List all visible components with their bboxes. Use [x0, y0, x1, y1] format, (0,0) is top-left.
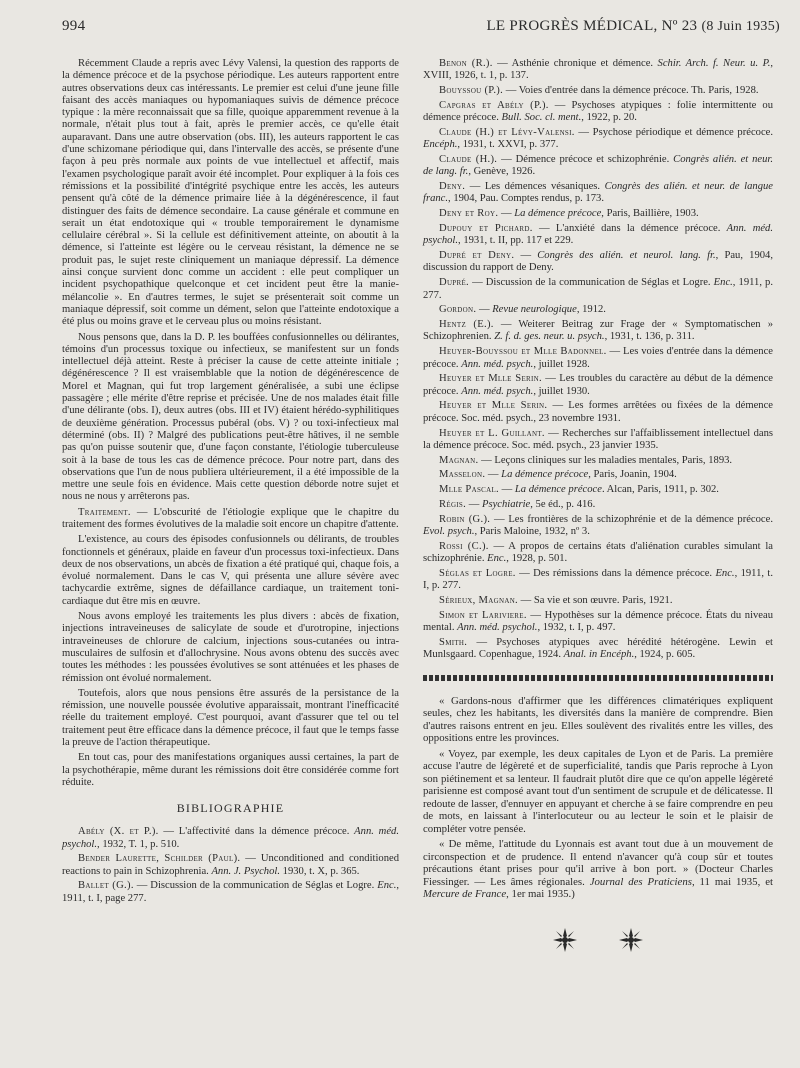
bib-entry: Heuyer et Mlle Serin. — Les formes arrêtées ou fixées de la démence précoce. Soc. méd. psych., 23 novembre 1931. [423, 400, 773, 424]
bib-entry: Ballet (G.). — Discussion de la communication de Séglas et Logre. Enc., 1911, t. I, page 277. [62, 880, 399, 904]
bib-entry: Abély (X. et P.). — L'affectivité dans la démence précoce. Ann. méd. psychol., 1932, T. 1, p. 510. [62, 826, 399, 850]
bib-entry: Dupré. — Discussion de la communication de Séglas et Logre. Enc., 1911, p. 277. [423, 277, 773, 301]
bib-entry: Rossi (C.). — A propos de certains états d'aliénation curables simulant la schizophrénie. Enc., 1928, p. 501. [423, 540, 773, 565]
bib-entry: Claude (H.). — Démence précoce et schizophrénie. Congrès alién. et neur. de lang. fr., Genève, 1926. [423, 154, 773, 178]
bib-entry: Simon et Lariviere. — Hypothèses sur la démence précoce. États du niveau mental. Ann. méd. psychol., 1932, t. I, p. 497. [423, 609, 774, 634]
page-number: 994 [62, 18, 86, 34]
running-header [62, 18, 780, 40]
quotation-block [423, 695, 773, 901]
bib-entry: Dupré et Deny. — Congrès des alién. et neurol. lang. fr., Pau, 1904, discussion du rapport de Deny. [423, 250, 774, 274]
bibliography-right [423, 58, 773, 662]
bib-entry: Claude (H.) et Lévy-Valensi. — Psychose périodique et démence précoce. Encéph., 1931, t. XXVI, p. 377. [423, 126, 774, 151]
paragraph: Nous avons employé les traitements les plus divers : abcès de fixation, injections intraveineuses de salicylate de soude et d'urotropine, injections intraveineuses de chlorure de calcium, injections sous-cutanées ou intra-musculaires de sulfosin et d'allochrysine. Nous avons obtenu des succès avec toutes les méthodes : les poussées évolutives se sont atténuées et les phases de rémission ont évolué normalement. [62, 611, 399, 684]
bib-entry: Sérieux, Magnan. — Sa vie et son œuvre. Paris, 1921. [439, 595, 673, 607]
bib-entry: Capgras et Abély (P.). — Psychoses atypiques : folie intermittente ou démence précoce. Bull. Soc. cl. ment., 1922, p. 20. [423, 99, 773, 124]
paragraph: Toutefois, alors que nous pensions être assurés de la persistance de la rémission, une nouvelle poussée évolutive apparaissait, montrant l'inefficacité réelle du traitement employé. C'est pourquoi, avant d'assurer que tel ou tel traitement peut être efficace dans la démence précoce, il faut que le temps fasse la preuve de l'action thérapeutique. [62, 687, 399, 749]
bibliography-title: BIBLIOGRAPHIE [176, 801, 285, 816]
bib-entry: Régis. — Psychiatrie, 5e éd., p. 416. [439, 499, 596, 510]
flower-ornament-icon [618, 927, 644, 953]
bib-entry: Masselon. — La démence précoce, Paris, Joanin, 1904. [439, 469, 677, 481]
bib-entry: Magnan. — Leçons cliniques sur les maladies mentales, Paris, 1893. [439, 454, 733, 466]
bib-entry: Hentz (E.). — Weiterer Beitrag zur Frage der « Symptomatischen » Schizophrenien. Z. f. d. ges. neur. u. psych., 1931, t. 136, p. 311. [423, 319, 773, 343]
left-column [62, 58, 399, 905]
bib-entry: Benon (R.). — Asthénie chronique et démence. Schir. Arch. f. Neur. u. P., XVIII, 1926, t. 1, p. 137. [423, 58, 774, 82]
section-heading: Traitement. [78, 506, 131, 518]
paragraph: L'existence, au cours des épisodes confusionnels ou délirants, de troubles fonctionnels et généraux, plaide en faveur d'un processus toxi-infectieux. Dans deux de nos observations, un abcès de fixation a été pratiqué qui, chaque fois, a évolué normalement. Dans le cas V, qui présenta une allure sévère avec tachycardie extrême, signes de défaillance cardiaque, un traitement toni-cardiaque dut être mis en œuvre. [62, 534, 399, 607]
journal-name: LE PROGRÈS MÉDICAL, Nº 23 [486, 18, 698, 34]
bib-entry: Bender Laurette, Schilder (Paul). — Unconditioned and conditioned reactions to pain in Schizophrenia. Ann. J. Psychol. 1930, t. X, p. 365. [62, 853, 399, 877]
right-column [423, 58, 773, 953]
bib-entry: Séglas et Logre. — Des rémissions dans la démence précoce. Enc., 1911, t. I, p. 277. [423, 567, 774, 592]
flower-ornament-icon [552, 927, 578, 953]
bib-entry: Deny et Roy. — La démence précoce, Paris, Baillière, 1903. [439, 208, 699, 220]
bib-entry: Bouyssou (P.). — Voies d'entrée dans la démence précoce. Th. Paris, 1928. [439, 85, 759, 97]
paragraph: « Gardons-nous d'affirmer que les différences climatériques expliquent seules, chez les habitants, les diversités dans la manière de comprendre. Bien d'autres raisons entrent en jeu. Elles soulèvent des rivalités entre les villes, des oppositions entre les provinces. [423, 694, 773, 745]
bib-entry: Mlle Pascal. — La démence précoce. Alcan, Paris, 1911, p. 302. [439, 484, 719, 496]
paragraph: En tout cas, pour des manifestations organiques aussi certaines, la part de la psychothérapie, même durant les rémissions doit être considérée comme fort réduite. [62, 752, 399, 788]
paragraph: Nous pensons que, dans la D. P. les bouffées confusionnelles ou délirantes, témoins d'un processus toxique ou infectieux, se manifestent sur un fonds intellectuel déjà atteint. Reste à préciser la cause de cette atteinte initiale ; dégénérescence ? Il est vraisemblable que la notion de dégénérescence de Morel et Magnan, qui fut trop largement généralisée, a subi une éclipse passagère ; elle mérite d'être reprise et précisée. Une de nos malades était fille d'une délirante (obs. I), deux autres (obs. III et IV) étaient hérédo-syphilitiques de deuxième génération. Processus pubéral (obs. V) ? ou toxi-infectieux mal déterminé (obs. II) ? Malgré des publications peut-être hâtives, il ne semble pas qu'on puisse soutenir que, d'une façon constante, l'étiologie tuberculeuse soit à la base de tous les cas de démence précoce. Pour notre part, dans des observations que l'un de nous publiera ultérieurement, il a été impossible de la mettre une seule fois en évidence. Mais cette question déborde notre sujet et nous ne nous y arrêterons pas. [62, 331, 399, 503]
bib-entry: Heuyer et Mlle Serin. — Les troubles du caractère au début de la démence précoce. Ann. méd. psych., juillet 1930. [423, 373, 773, 397]
journal-title [486, 18, 780, 35]
paragraph: Traitement. — L'obscurité de l'étiologie explique que le chapitre du traitement des formes évolutives de la maladie soit encore un chapitre d'attente. [62, 506, 399, 530]
bibliography-left [62, 826, 399, 905]
bib-entry: Gordon. — Revue neurologique, 1912. [439, 304, 606, 316]
section-divider [423, 675, 773, 681]
paragraph: Récemment Claude a repris avec Lévy Valensi, la question des rapports de la démence précoce et de la psychose périodique. Les auteurs rapportent entre autres observations deux cas intéressants. Le premier est celui d'une jeune fille faisant des accès maniaques ou hypomaniaques suivis de démence précoce typique : la mère reconnaissait que sa fille, quoique apparemment revenue à la normale, n'était plus tout à fait, après le premier accès, ce qu'elle était auparavant. Dans une autre observation (obs. III), les auteurs rapportent le cas d'une schizomane périodique qui, dans l'intervalle des accès, se présente d'une façon à peu près normale aux points de vue intellectuel et affectif, mais l'examen psychologique paraît avoir été incomplet. Pour expliquer à la fois ces rémissions et la possibilité d'intégrité psychique entre les accès, les auteurs pensent qu'à côté de la démence primaire liée à la dégénérescence, il faut distinguer des faits de démence secondaire. La cause générale et commune en serait un état endotoxique qui « trouble temporairement le dynamisme cellulaire cérébral ». Si la cellule est définitivement atteinte, on aboutit à la démence, si l'atteinte est légère ou le cerveau résistant, la démence ne se produit pas, le sujet reste cliniquement un maniaque dépressif. La démence ainsi conçue survient donc comme un accident : elle peut compliquer un incident psychopathique quelconque et cet incident peut être la manie-mélancolie ». En d'autres termes, le sujet se présenterait soit comme un maniaque dépressif, soit comme un dément, selon que l'atteinte endotoxique a été plus ou moins grave et le cerveau plus ou moins résistant. [62, 58, 399, 328]
bib-entry: Heuyer et L. Guillant. — Recherches sur l'affaiblissement intellectuel dans la démence précoce. Soc. méd. psych., 23 janvier 1935. [423, 427, 773, 451]
bib-entry: Heuyer-Bouyssou et Mlle Badonnel. — Les voies d'entrée dans la démence précoce. Ann. méd. psych., juillet 1928. [423, 346, 774, 370]
paragraph: « Voyez, par exemple, les deux capitales de Lyon et de Paris. La première accuse l'autre de légèreté et de superficialité, tandis que Paris reproche à Lyon son piétinement et sa lenteur. Il faudrait plutôt dire que ce qu'on appelle légèreté parisienne est composé avant tout d'un sentiment de scrupule et de délicatesse. Il redoute de lasser, d'ennuyer en appuyant et cherche à se faire comprendre en peu de mots, en laissant à l'interlocuteur ou au lecteur le soin et le plaisir de compléter votre pensée. [423, 747, 773, 835]
ornaments [423, 927, 773, 953]
issue-date: (8 Juin 1935) [701, 19, 780, 34]
bib-entry: Robin (G.). — Les frontières de la schizophrénie et de la démence précoce. Evol. psych., Paris Maloine, 1932, nº 3. [423, 513, 773, 538]
bib-entry: Dupouy et Pichard. — L'anxiété dans la démence précoce. Ann. méd. psychol., 1931, t. II, pp. 117 et 229. [423, 223, 773, 247]
paragraph: « De même, l'attitude du Lyonnais est avant tout due à un mouvement de circonspection et de prudence. Il entend n'avancer qu'à coup sûr et toutes précautions étant prises pour qu'il arrive à bon port. » (Docteur Charles Fiessinger. — Les âmes régionales. Journal des Praticiens, 11 mai 1935, et Mercure de France, 1er mai 1935.) [423, 838, 773, 901]
bib-entry: Deny. — Les démences vésaniques. Congrès des alién. et neur. de langue franc., 1904, Pau. Comptes rendus, p. 173. [423, 181, 773, 205]
bib-entry: Smith. — Psychoses atypiques avec hérédité hétérogène. Lewin et Munlsgaard. Copenhague, 1924. Anal. in Encéph., 1924, p. 605. [423, 636, 773, 661]
